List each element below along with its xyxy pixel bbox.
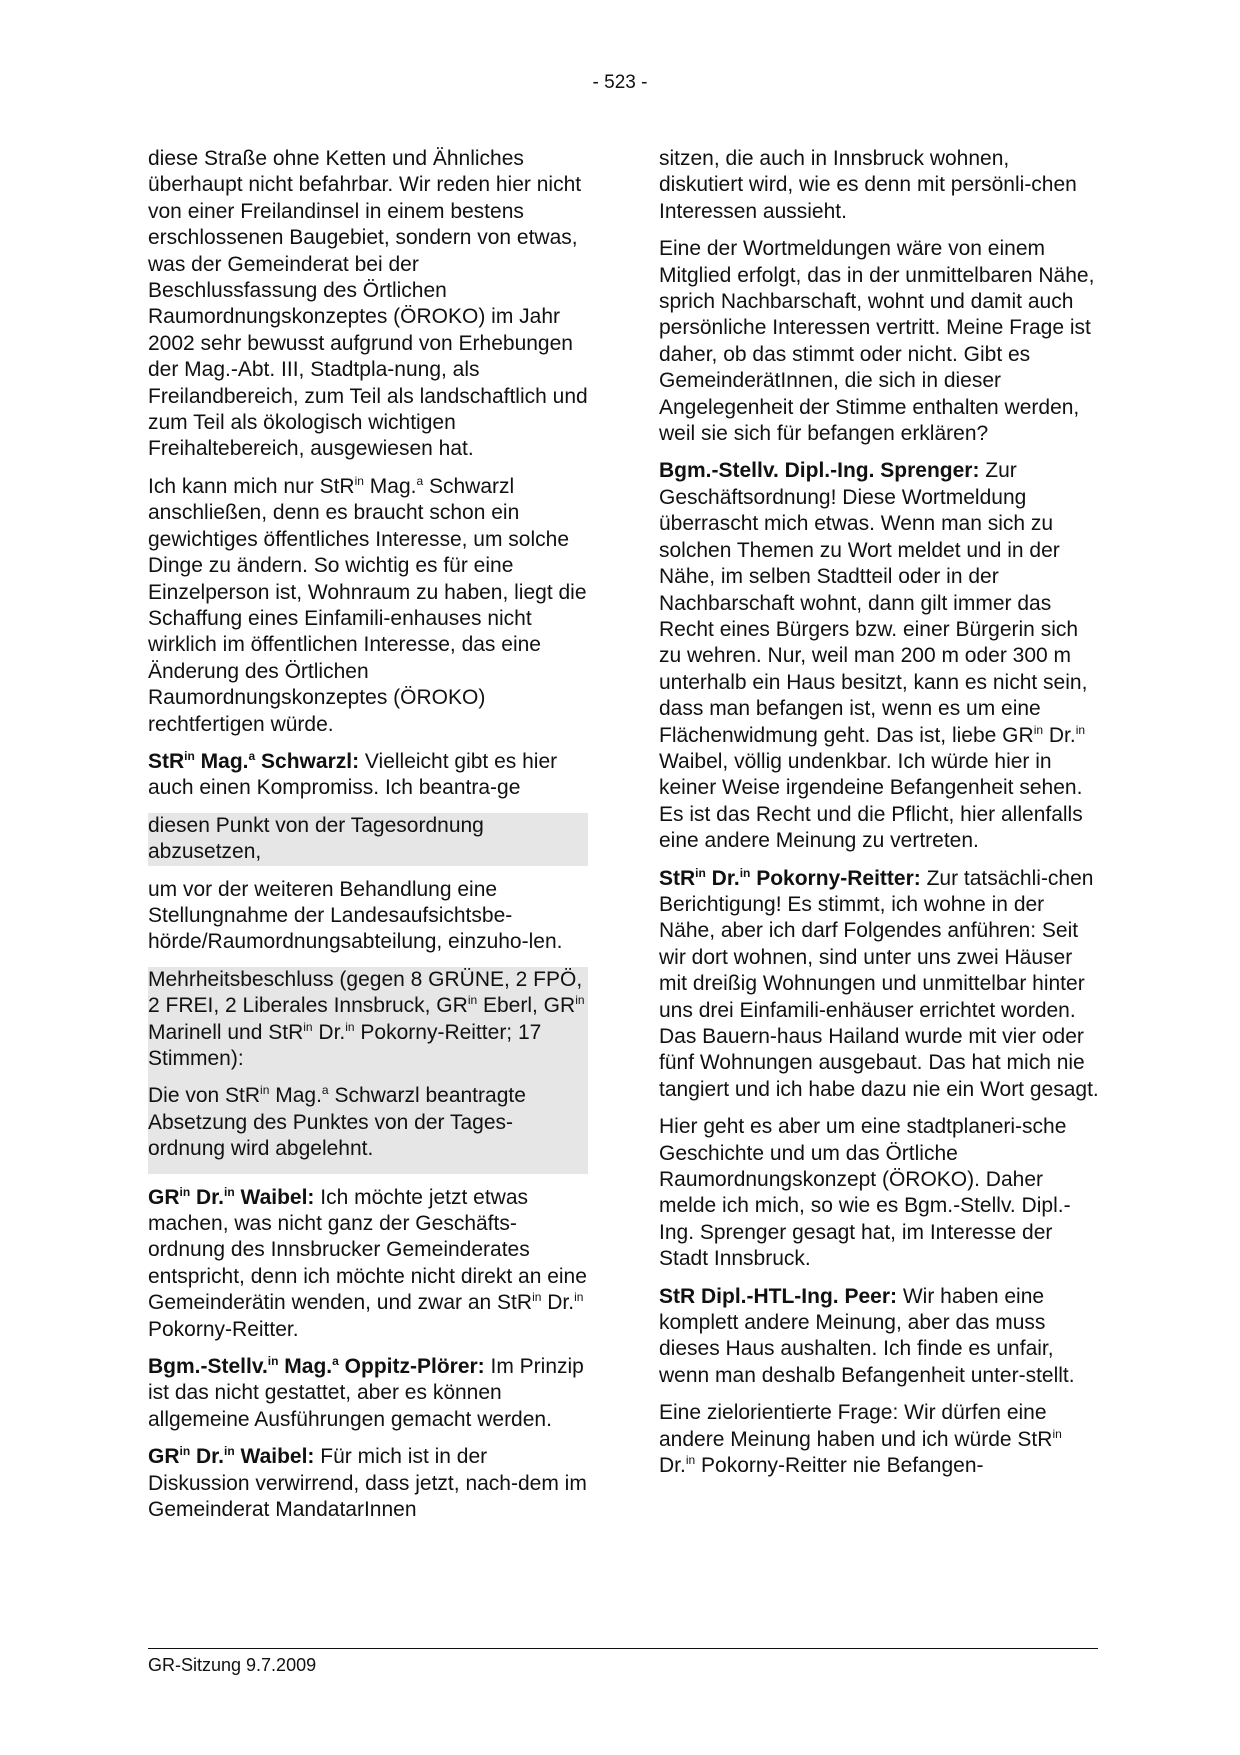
speech-waibel: $GR^{in}$ Dr.$^{in}$ Waibel: Ich möchte jetzt etwas machen, was nicht ganz der Geschäfts-ordnung des Innsbrucker Gemeinderates entspricht, denn ich möchte nicht direkt an eine Gemeinderätin wenden, und zwar an StR$^{in}$ Dr.$^{in}$ Pokorny-Reitter. xyxy=(148,1184,587,1341)
paragraph: Eine der Wortmeldungen wäre von einem Mitglied erfolgt, das in der unmittelbaren Nähe, sprich Nachbarschaft, wohnt und damit auch persönliche Interessen vertritt. Meine Frage ist daher, ob das stimmt oder nicht. Gibt es GemeinderätInnen, die sich in dieser Angelegenheit der Stimme enthalten werden, weil sie sich für befangen erklären? xyxy=(659,237,1095,446)
paragraph: um vor der weiteren Behandlung eine Stellungnahme der Landesaufsichtsbe-hörde/Raumordnungsabteilung, einzuho-len. xyxy=(148,877,563,954)
speaker-name: StR$^{in}$ Dr.$^{in}$ Pokorny-Reitter: xyxy=(659,865,921,890)
footer-divider xyxy=(148,1648,1098,1649)
speaker-name: Bgm.-Stellv.$^{in}$ Mag.$^a$ Oppitz-Plörer: xyxy=(148,1354,485,1379)
speaker-name: $GR^{in}$ Dr.$^{in}$ Waibel: xyxy=(148,1184,315,1209)
speaker-name: StR$^{in}$ Mag.$^a$ Schwarzl: xyxy=(148,748,360,773)
paragraph: sitzen, die auch in Innsbruck wohnen, diskutiert wird, wie es denn mit persönli-chen Interessen aussieht. xyxy=(659,147,1077,223)
speech-schwarzl: StR$^{in}$ Mag.$^a$ Schwarzl: Vielleicht gibt es hier auch einen Kompromiss. Ich beantra-ge xyxy=(148,748,558,800)
footer-session-date: GR-Sitzung 9.7.2009 xyxy=(148,1655,317,1675)
speaker-name: $GR^{in}$ Dr.$^{in}$ Waibel: xyxy=(148,1444,315,1469)
vote-line: Mehrheitsbeschluss (gegen 8 GRÜNE, 2 FPÖ, 2 FREI, 2 Liberales Innsbruck, $GR^{in}$ Eberl, $GR^{in}$ Marinell und StR$^{in}$ Dr.$^{in}$ Pokorny-Reitter; 17 Stimmen): xyxy=(148,967,585,1070)
page-number: - 523 - xyxy=(592,72,648,93)
speech-peer: StR Dipl.-HTL-Ing. Peer: Wir haben eine komplett andere Meinung, aber das muss dieses Haus aushalten. Ich finde es unfair, wenn man deshalb Befangenheit unter-stellt. xyxy=(659,1284,1075,1387)
speech-oppitz-ploerer: Bgm.-Stellv.$^{in}$ Mag.$^a$ Oppitz-Plörer: Im Prinzip ist das nicht gestattet, aber es können allgemeine Ausführungen gemacht werden. xyxy=(148,1354,584,1431)
decision-line: Die von StR$^{in}$ Mag.$^a$ Schwarzl beantragte Absetzung des Punktes von der Tages-ordnung wird abgelehnt. xyxy=(148,1083,526,1161)
paragraph: Hier geht es aber um eine stadtplaneri-sche Geschichte und um das Örtliche Raumordnungskonzept (ÖROKO). Daher melde ich mich, so wie es Bgm.-Stellv. Dipl.-Ing. Sprenger gesagt hat, im Interesse der Stadt Innsbruck. xyxy=(659,1115,1071,1271)
paragraph: Ich kann mich nur StR$^{in}$ Mag.$^a$ Schwarzl anschließen, denn es braucht schon ein gewichtiges öffentliches Interesse, um solche Dinge zu ändern. So wichtig es für eine Einzelperson ist, Wohnraum zu haben, liegt die Schaffung eines Einfamili-enhauses nicht wirklich im öffentlichen Interesse, das eine Änderung des Örtlichen Raumordnungskonzeptes (ÖROKO) rechtfertigen würde. xyxy=(148,473,587,736)
paragraph: Eine zielorientierte Frage: Wir dürfen eine andere Meinung haben und ich würde StR$^{in}$ Dr.$^{in}$ Pokorny-Reitter nie Befangen- xyxy=(659,1401,1062,1478)
speech-sprenger: Bgm.-Stellv. Dipl.-Ing. Sprenger: Zur Geschäftsordnung! Diese Wortmeldung überrascht mich etwas. Wenn man sich zu solchen Themen zu Wort meldet und in der Nähe, im selben Stadtteil oder in der Nachbarschaft wohnt, dann gilt immer das Recht eines Bürgers bzw. einer Bürgerin sich zu wehren. Nur, weil man 200 m oder 300 m unterhalb ein Haus besitzt, kann es nicht sein, dass man befangen ist, wenn es um eine Flächenwidmung geht. Das ist, liebe $GR^{in}$ Dr.$^{in}$ Waibel, völlig undenkbar. Ich würde hier in keiner Weise irgendeine Befangenheit sehen. Es ist das Recht und die Pflicht, hier allenfalls eine andere Meinung zu vertreten. xyxy=(659,459,1088,853)
speech-waibel: $GR^{in}$ Dr.$^{in}$ Waibel: Für mich ist in der Diskussion verwirrend, dass jetzt, nach-dem im Gemeinderat MandatarInnen xyxy=(148,1444,587,1522)
speaker-name: Bgm.-Stellv. Dipl.-Ing. Sprenger: xyxy=(659,459,980,483)
speaker-name: StR Dipl.-HTL-Ing. Peer: xyxy=(659,1284,897,1308)
vote-result-box xyxy=(148,967,588,1174)
motion-box: diesen Punkt von der Tagesordnung abzusetzen, xyxy=(148,813,588,866)
paragraph: diese Straße ohne Ketten und Ähnliches überhaupt nicht befahrbar. Wir reden hier nicht von einer Freilandinsel in einem bestens erschlossenen Baugebiet, sondern von etwas, was der Gemeinderat bei der Beschlussfassung des Örtlichen Raumordnungskonzeptes (ÖROKO) im Jahr 2002 sehr bewusst aufgrund von Erhebungen der Mag.-Abt. III, Stadtpla-nung, als Freilandbereich, zum Teil als landschaftlich und zum Teil als ökologisch wichtigen Freihaltebereich, ausgewiesen hat. xyxy=(148,147,588,461)
right-column xyxy=(659,146,1099,1491)
left-column xyxy=(148,146,588,1535)
speech-pokorny-reitter: StR$^{in}$ Dr.$^{in}$ Pokorny-Reitter: Zur tatsächli-chen Berichtigung! Es stimmt, ich wohne in der Nähe, aber ich darf Folgendes anführen: Seit wir dort wohnen, sind unter uns zwei Häuser mit dreißig Wohnungen und unmittelbar hinter uns drei Einfamili-enhäuser errichtet worden. Das Bauern-haus Hailand wurde mit vier oder fünf Wohnungen ausgebaut. Das hat mich nie tangiert und ich habe dazu nie ein Wort gesagt. xyxy=(659,865,1099,1101)
